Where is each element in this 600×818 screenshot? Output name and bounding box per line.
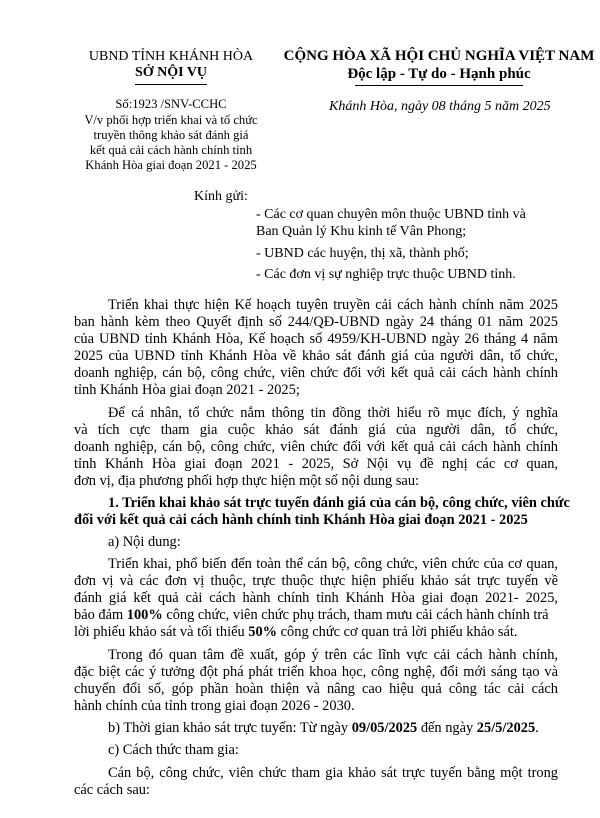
survey-start-date: 09/05/2025	[351, 720, 418, 736]
motto-underline	[355, 85, 523, 86]
body-paragraph-4-line-2: đặc biệt các ý tưởng đột phá phát triển khoa học, công nghệ, đổi mới sáng tạo và	[74, 664, 558, 680]
agency-parent: UBND TỈNH KHÁNH HÒA	[88, 49, 254, 64]
subsection-a-label: a) Nội dung:	[108, 534, 181, 550]
p3-l5-post: công chức cơ quan trả lời phiếu khảo sát.	[277, 624, 518, 640]
section-1-heading-line-1: 1. Triển khai khảo sát trực tuyến đánh giá của cán bộ, công chức, viên chức	[108, 495, 570, 511]
body-paragraph-2-line-2: và tích cực tham gia cuộc khảo sát đánh giá của người dân, tổ chức,	[74, 422, 558, 438]
body-paragraph-3-line-4	[74, 607, 549, 624]
country-name: CỘNG HÒA XÃ HỘI CHỦ NGHĨA VIỆT NAM	[283, 48, 595, 64]
body-paragraph-1-line-6: tỉnh Khánh Hòa giai đoạn 2021 - 2025;	[74, 382, 300, 398]
document-number: Số:1923 /SNV-CCHC	[115, 97, 227, 111]
body-paragraph-1-line-3: của UBND tỉnh Khánh Hòa, Kế hoạch số 4959/KH-UBND ngày 26 tháng 4 năm	[74, 331, 558, 347]
body-paragraph-5-line-1: Cán bộ, công chức, viên chức tham gia khảo sát trực tuyến bằng một trong	[108, 765, 558, 781]
recipient-line-4: - Các đơn vị sự nghiệp trực thuộc UBND tỉnh.	[256, 267, 516, 282]
body-paragraph-3-line-3: đánh giá kết quả cải cách hành chính tỉnh Khánh Hòa giai đoạn 2021- 2025,	[74, 590, 558, 606]
p3-l5-pre: lời phiếu khảo sát và tối thiểu	[74, 624, 249, 640]
body-paragraph-2-line-5: đơn vị, địa phương phối hợp thực hiện một số nội dung sau:	[74, 473, 420, 489]
place-and-date: Khánh Hòa, ngày 08 tháng 5 năm 2025	[329, 99, 551, 114]
agency-underline	[135, 84, 207, 85]
body-paragraph-1-line-2: ban hành kèm theo Quyết định số 244/QĐ-UBND ngày 24 tháng 01 năm 2025	[74, 314, 558, 330]
subject-line-1: V/v phối hợp triển khai và tổ chức	[84, 113, 258, 127]
body-paragraph-2-line-3: doanh nghiệp, cán bộ, công chức, viên chức đối với kết quả cải cách hành chính	[74, 439, 558, 455]
agency-name: SỞ NỘI VỤ	[134, 65, 208, 80]
subject-line-2: truyền thông khảo sát đánh giá	[93, 128, 249, 142]
body-paragraph-3-line-5	[74, 624, 517, 641]
sub-b-post: .	[535, 720, 539, 736]
subsection-b-survey-period	[108, 720, 539, 737]
percentage-100: 100%	[126, 607, 163, 623]
body-paragraph-4-line-3: chuyển đổi số, góp phần hoàn thiện và nâng cao hiệu quả công tác cải cách	[74, 681, 558, 697]
body-paragraph-1-line-1: Triển khai thực hiện Kế hoạch tuyên truyền cải cách hành chính năm 2025	[108, 297, 558, 313]
subsection-c-label: c) Cách thức tham gia:	[108, 742, 239, 758]
survey-end-date: 25/5/2025	[476, 720, 536, 736]
body-paragraph-2-line-1: Để cá nhân, tổ chức nắm thông tin đồng thời hiểu rõ mục đích, ý nghĩa	[108, 405, 558, 421]
national-motto: Độc lập - Tự do - Hạnh phúc	[347, 66, 531, 82]
percentage-50: 50%	[248, 624, 278, 640]
body-paragraph-5-line-2: các cách sau:	[74, 782, 150, 798]
p3-l4-post: công chức, viên chức phụ trách, tham mưu cải cách hành chính trả	[162, 607, 549, 623]
subject-line-3: kết quả cải cách hành chính tỉnh	[89, 143, 253, 157]
body-paragraph-4-line-4: hành chính của tỉnh trong giai đoạn 2026 - 2030.	[74, 698, 355, 714]
body-paragraph-2-line-4: tỉnh Khánh Hòa giai đoạn 2021 - 2025, Sở Nội vụ đề nghị các cơ quan,	[74, 456, 558, 472]
body-paragraph-1-line-4: 2025 của UBND tỉnh Khánh Hòa về khảo sát đánh giá của người dân, tổ chức,	[74, 348, 558, 364]
recipient-line-2: Ban Quản lý Khu kinh tế Vân Phong;	[256, 224, 467, 239]
body-paragraph-3-line-2: đơn vị và các đơn vị thuộc, trực thuộc thực hiện phiếu khảo sát trực tuyến về	[74, 573, 558, 589]
body-paragraph-1-line-5: doanh nghiệp, cán bộ, công chức, viên chức đối với kết quả cải cách hành chính	[74, 365, 558, 381]
body-paragraph-4-line-1: Trong đó quan tâm đề xuất, góp ý trên các lĩnh vực cải cách hành chính,	[108, 647, 558, 663]
p3-l4-pre: bảo đảm	[74, 607, 127, 623]
recipients-label: Kính gửi:	[194, 189, 248, 204]
sub-b-pre: b) Thời gian khảo sát trực tuyến: Từ ngày	[108, 720, 352, 736]
recipient-line-1: - Các cơ quan chuyên môn thuộc UBND tỉnh và	[256, 207, 526, 222]
recipient-line-3: - UBND các huyện, thị xã, thành phố;	[256, 246, 469, 261]
subject-line-4: Khánh Hòa giai đoạn 2021 - 2025	[85, 158, 257, 172]
section-1-heading-line-2: đối với kết quả cải cách hành chính tỉnh Khánh Hòa giai đoạn 2021 - 2025	[74, 512, 528, 528]
sub-b-mid: đến ngày	[417, 720, 477, 736]
body-paragraph-3-line-1: Triển khai, phổ biến đến toàn thể cán bộ, công chức, viên chức của cơ quan,	[108, 556, 558, 572]
